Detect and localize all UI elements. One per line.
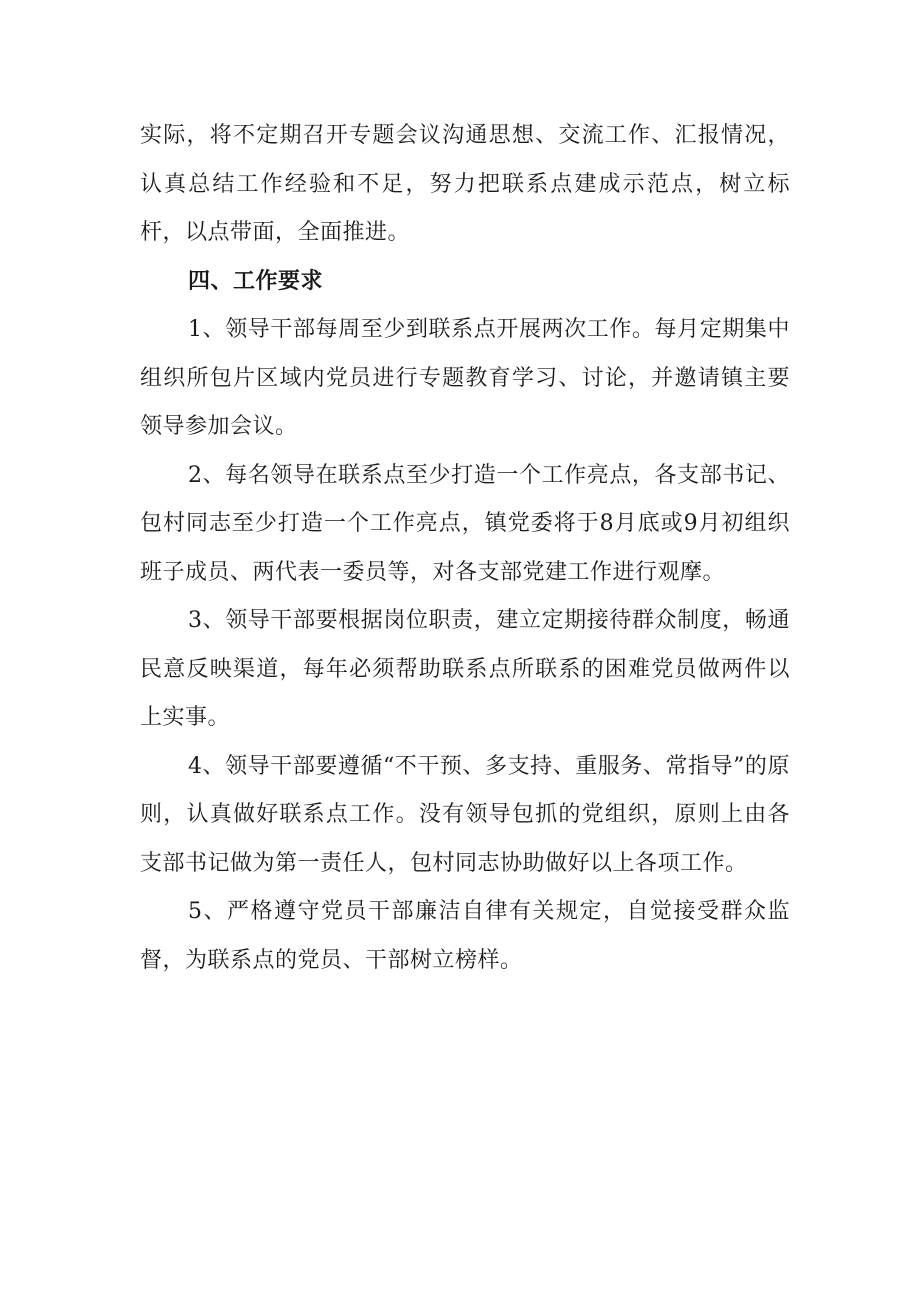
requirement-item-4: 4、领导干部要遵循“不干预、多支持、重服务、常指导”的原则，认真做好联系点工作。没有领导包抓的党组织，原则上由各支部书记做为第一责任人，包村同志协助做好以上各项工作。 bbox=[140, 753, 790, 876]
requirement-item-2: 2、每名领导在联系点至少打造一个工作亮点，各支部书记、包村同志至少打造一个工作亮点，镇党委将于8月底或9月初组织班子成员、两代表一委员等，对各支部党建工作进行观摩。 bbox=[140, 462, 790, 585]
section-heading: 四、工作要求 bbox=[188, 268, 324, 294]
requirement-item-3: 3、领导干部要根据岗位职责，建立定期接待群众制度，畅通民意反映渠道，每年必须帮助联系点所联系的困难党员做两件以上实事。 bbox=[140, 608, 790, 730]
requirement-item-1: 1、领导干部每周至少到联系点开展两次工作。每月定期集中组织所包片区域内党员进行专题教育学习、讨论，并邀请镇主要领导参加会议。 bbox=[140, 317, 790, 439]
requirement-item-5: 5、严格遵守党员干部廉洁自律有关规定，自觉接受群众监督，为联系点的党员、干部树立榜样。 bbox=[140, 899, 790, 973]
document-body bbox=[140, 112, 790, 985]
paragraph-continuation: 实际，将不定期召开专题会议沟通思想、交流工作、汇报情况，认真总结工作经验和不足，努力把联系点建成示范点，树立标杆，以点带面，全面推进。 bbox=[140, 123, 790, 245]
